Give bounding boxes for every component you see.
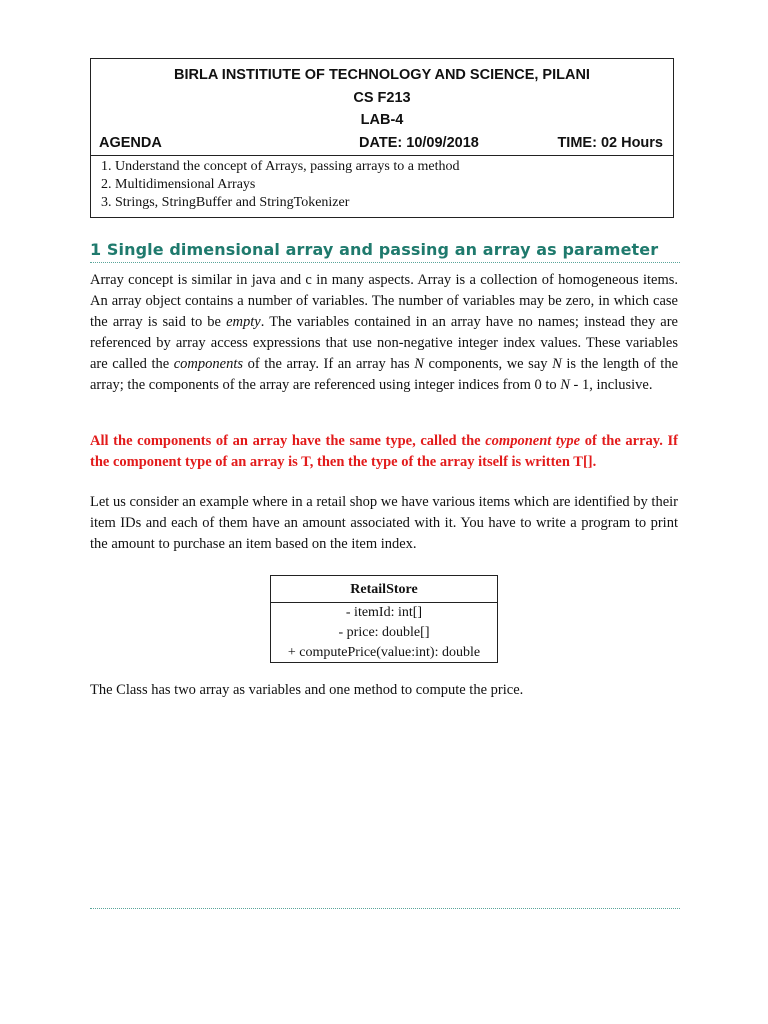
paragraph-retail-example: Let us consider an example where in a retail shop we have various items which are identified by their item IDs and each of them have an amount associated with it. You have to write a program to print the amount to purchase an item based on the item index. [90,494,678,552]
term-component-type: component type [485,433,581,449]
uml-class-name: RetailStore [271,576,497,603]
agenda-row [91,132,673,156]
lab-header-box [90,58,674,218]
highlighted-definition: All the components of an array have the same type, called the component type of the array. If the component type of an array is T, then the type of the array itself is written T[]. [90,433,678,470]
institution-name: BIRLA INSTITIUTE OF TECHNOLOGY AND SCIENCE, PILANI [174,67,590,83]
paragraph-array-concept: Array concept is similar in java and c in many aspects. Array is a collection of homogeneous items. An array object contains a number of variables. The number of variables may be zero, in which case the array is said to be empty. The variables contained in an array have no names; instead they are referenced by array access expressions that use non-negative integer index values. These variables are called the components of the array. If an array has N components, we say N is the length of the array; the components of the array are referenced using integer indices from 0 to N - 1, inclusive. [90,272,679,393]
agenda-label: AGENDA [99,135,162,151]
agenda-item: 1. Understand the concept of Arrays, passing arrays to a method [101,159,460,174]
agenda-list [101,158,459,212]
term-components: components [173,356,243,372]
footer-divider [90,908,680,909]
paragraph-class-summary: The Class has two array as variables and one method to compute the price. [90,682,524,698]
agenda-item: 3. Strings, StringBuffer and StringTokenizer [101,195,350,210]
lab-date: DATE: 10/09/2018 [359,135,479,151]
term-empty: empty [226,314,261,330]
uml-member: - itemId: int[] [345,605,423,620]
section-heading: 1 Single dimensional array and passing an array as parameter [90,240,680,263]
course-code: CS F213 [353,90,411,106]
lab-number: LAB-4 [360,112,404,128]
uml-member: - price: double[] [338,625,430,640]
agenda-item: 2. Multidimensional Arrays [101,177,256,192]
lab-duration: TIME: 02 Hours [557,135,663,151]
uml-class-diagram [270,575,498,663]
uml-member: + computePrice(value:int): double [287,645,481,660]
